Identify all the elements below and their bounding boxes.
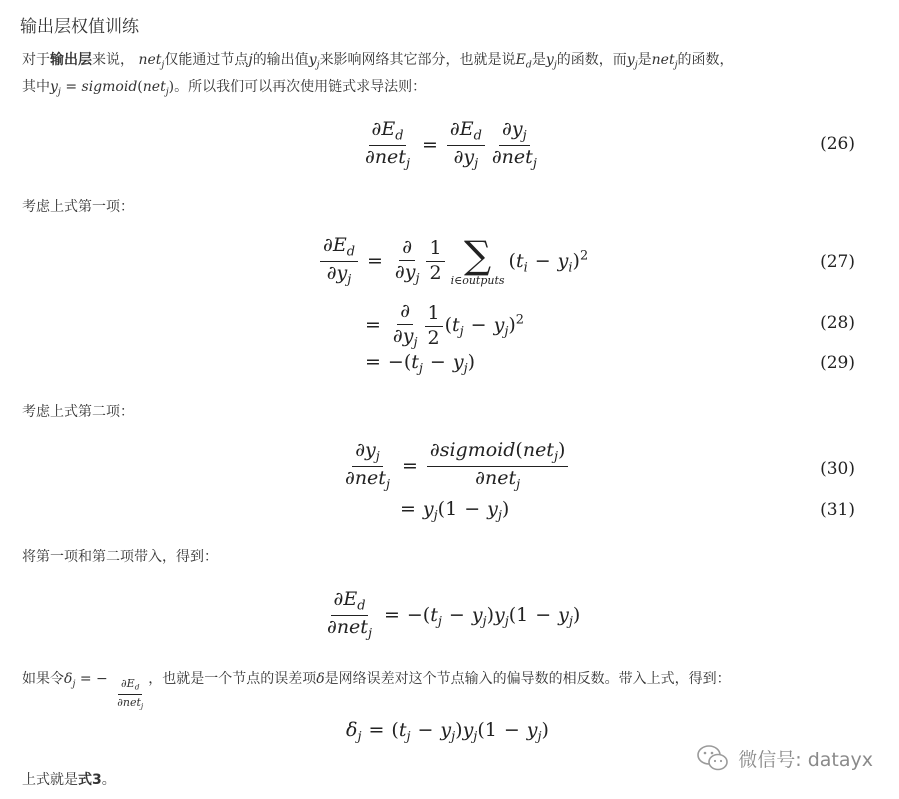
math-delta: δ	[316, 671, 325, 687]
math-net-j: net$_j$	[651, 52, 678, 71]
equation-delta: $\delta_j = (t_j - y_j)y_j(1 - y_j)$	[346, 719, 549, 745]
math-j: j	[248, 52, 253, 68]
equation-number-29: (29)	[820, 353, 855, 373]
math-y-j: $y_j$	[545, 52, 557, 71]
equation-number-27: (27)	[820, 252, 855, 272]
text: 来说，	[92, 52, 134, 68]
fraction-half: $\frac{1}{2}$	[425, 304, 443, 349]
text: 。所以我们可以再次使用链式求导法则：	[174, 79, 427, 95]
text: ，也就是一个节点的误差项	[148, 671, 317, 687]
text: 来影响网络其它部分，也就是说	[319, 52, 516, 68]
delta-definition-text	[22, 666, 731, 710]
text: 是	[531, 52, 546, 68]
equation-29: = $-(t_j - y_j)$	[365, 351, 476, 377]
watermark-text: 微信号: datayx	[738, 748, 873, 771]
fraction: $\frac{\partial sigmoid(net_j)}{\partial net_j}$	[427, 441, 569, 492]
text: 。	[101, 772, 116, 788]
text: 的函数，	[677, 52, 734, 68]
wechat-icon	[696, 743, 730, 773]
equation-number-26: (26)	[820, 134, 855, 154]
intro-line-2	[22, 76, 426, 103]
summation: ∑ i∈outputs	[450, 233, 505, 288]
fraction: $\frac{\partial E_d}{\partial net_j}$	[327, 588, 372, 642]
fraction: $\frac{\partial}{\partial y_j}$	[392, 300, 418, 351]
equation-26: $\frac{\partial E_d}{\partial net_j}$ = $\frac{\partial E_d}{\partial y_j}$ $\frac{\partial y_j}{\partial net_j}$	[360, 120, 542, 171]
intro-line-1	[22, 49, 734, 76]
final-line	[22, 769, 116, 791]
text: 的输出值	[252, 52, 309, 68]
text: 是	[637, 52, 652, 68]
equation-30: $\frac{\partial y_j}{\partial net_j}$ = $\frac{\partial sigmoid(net_j)}{\partial net_j}$	[340, 441, 570, 492]
text: 的函数，而	[556, 52, 627, 68]
equation-number-31: (31)	[820, 500, 855, 520]
equation-number-28: (28)	[820, 313, 855, 333]
text: 对于	[22, 52, 50, 68]
fraction: $\frac{\partial E_d}{\partial y_j}$	[447, 120, 485, 171]
fraction: $\frac{\partial y_j}{\partial net_j}$	[491, 118, 537, 172]
equation-27: $\frac{\partial E_d}{\partial y_j}$ = $\frac{\partial}{\partial y_j}$ $\frac{1}{2}$ ∑ i∈outputs $(t_i - y_i)^2$	[318, 236, 588, 287]
text: 是网络误差对这个节点输入的偏导数的相反数。带入上式，得到：	[324, 671, 731, 687]
fraction: $\frac{\partial y_j}{\partial net_j}$	[345, 439, 390, 493]
wechat-watermark	[696, 743, 873, 773]
bold-eq3: 式3	[78, 772, 102, 788]
fraction-half: $\frac{1}{2}$	[426, 239, 444, 284]
fraction: $\frac{\partial E_d}{\partial net_j}$	[365, 118, 410, 172]
fraction: $\frac{\partial E_d}{\partial y_j}$	[320, 236, 358, 287]
equation-number-30: (30)	[820, 459, 855, 479]
section-heading: 输出层权值训练	[20, 17, 139, 37]
equation-combined: $\frac{\partial E_d}{\partial net_j}$ = $-(t_j - y_j)y_j(1 - y_j)$	[322, 590, 580, 641]
combine-text: 将第一项和第二项带入，得到：	[22, 549, 218, 565]
text: 上式就是	[22, 772, 78, 788]
math-y-j: $y_j$	[626, 52, 638, 71]
math-y-j: $y_j$	[308, 52, 320, 71]
math-delta-def: $\delta_j$ = − $\frac{\partial E_d}{\partial net_j}$	[64, 671, 144, 711]
text: 仅能通过节点	[164, 52, 249, 68]
math-sigmoid-def: $y_j$ = sigmoid(net$_j$)	[50, 79, 175, 98]
bold-output-layer: 输出层	[50, 52, 92, 68]
equation-31: = $y_j(1 - y_j)$	[400, 498, 510, 524]
math-net-j: net$_j$	[138, 52, 165, 71]
math-E-d: $E_d$	[515, 52, 532, 71]
fraction: $\frac{\partial}{\partial y_j}$	[394, 235, 420, 287]
text: 如果令	[22, 671, 64, 687]
first-term-text: 考虑上式第一项：	[22, 199, 134, 215]
text: 其中	[22, 79, 50, 95]
second-term-text: 考虑上式第二项：	[22, 404, 134, 420]
equation-28: = $\frac{\partial}{\partial y_j}$ $\frac{1}{2}$ $(t_j - y_j)^2$	[365, 300, 524, 351]
